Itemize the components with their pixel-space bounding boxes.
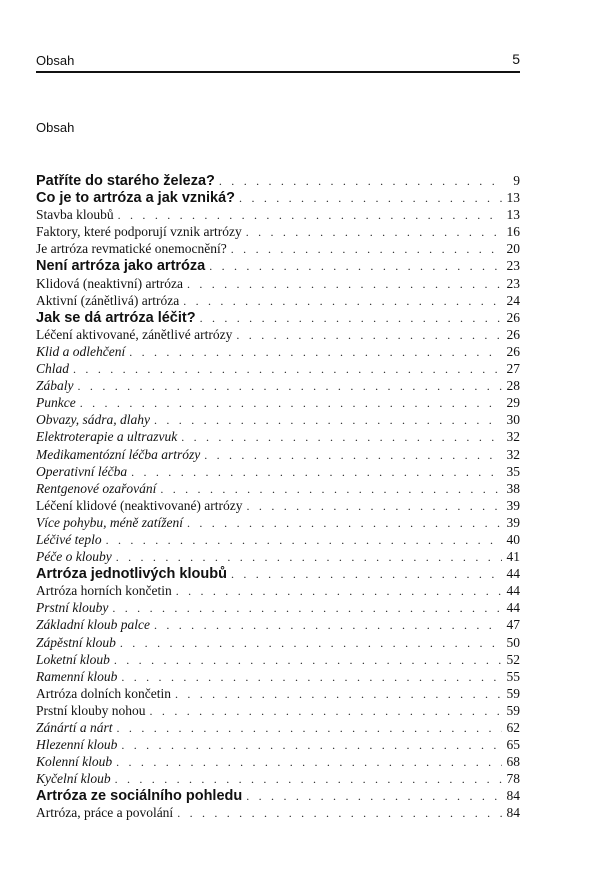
toc-entry-page: 35	[506, 463, 520, 479]
toc-entry-page: 38	[506, 480, 520, 496]
toc-entry	[36, 753, 520, 770]
dot-leader	[183, 293, 502, 309]
dot-leader	[121, 669, 502, 685]
toc-entry	[36, 787, 520, 804]
toc-entry	[36, 275, 520, 292]
toc-entry-title: Artróza dolních končetin	[36, 685, 171, 701]
toc-entry-page: 52	[506, 651, 520, 667]
toc-entry	[36, 240, 520, 257]
toc-entry-page: 13	[506, 190, 520, 206]
toc-entry-page: 40	[506, 531, 520, 547]
toc-entry	[36, 770, 520, 787]
contents-heading: Obsah	[36, 120, 75, 135]
toc-entry-title: Prstní klouby	[36, 600, 109, 616]
toc-entry-page: 26	[506, 326, 520, 342]
toc-entry	[36, 651, 520, 668]
toc-entry-page: 23	[506, 275, 520, 291]
dot-leader	[114, 652, 502, 668]
toc-entry-title: Zápěstní kloub	[36, 634, 116, 650]
toc-entry-page: 26	[506, 343, 520, 359]
toc-entry	[36, 172, 520, 189]
toc-entry-title: Rentgenové ozařování	[36, 480, 157, 496]
toc-entry-title: Prstní klouby nohou	[36, 702, 146, 718]
dot-leader	[115, 771, 502, 787]
dot-leader	[246, 788, 502, 804]
toc-entry-page: 41	[506, 549, 520, 565]
toc-entry-title: Péče o klouby	[36, 549, 112, 565]
dot-leader	[239, 190, 502, 206]
dot-leader	[150, 703, 502, 719]
toc-entry-page: 13	[506, 207, 520, 223]
toc-entry	[36, 411, 520, 428]
toc-entry	[36, 719, 520, 736]
dot-leader	[177, 805, 502, 821]
toc-entry-page: 30	[506, 412, 520, 428]
toc-entry	[36, 446, 520, 463]
toc-entry	[36, 377, 520, 394]
toc-entry-title: Loketní kloub	[36, 651, 110, 667]
toc-entry-title: Hlezenní kloub	[36, 737, 118, 753]
toc-entry-title: Klid a odlehčení	[36, 343, 126, 359]
header-section-name: Obsah	[36, 53, 75, 68]
toc-entry-page: 44	[506, 566, 520, 582]
toc-entry-title: Chlad	[36, 361, 70, 377]
dot-leader	[106, 532, 502, 548]
dot-leader	[118, 207, 502, 223]
toc-entry-title: Léčivé teplo	[36, 531, 102, 547]
toc-entry-title: Kyčelní kloub	[36, 771, 111, 787]
toc-entry-page: 26	[506, 309, 520, 325]
toc-entry-page: 16	[506, 224, 520, 240]
toc-entry-page: 44	[506, 583, 520, 599]
toc-entry	[36, 480, 520, 497]
toc-entry	[36, 616, 520, 633]
toc-entry	[36, 189, 520, 206]
toc-entry-page: 32	[506, 446, 520, 462]
toc-entry	[36, 497, 520, 514]
dot-leader	[219, 173, 502, 189]
dot-leader	[200, 310, 502, 326]
toc-entry-title: Operativní léčba	[36, 463, 128, 479]
toc-entry	[36, 668, 520, 685]
toc-entry-page: 32	[506, 429, 520, 445]
toc-entry-title: Co je to artróza a jak vzniká?	[36, 190, 236, 207]
table-of-contents	[36, 172, 520, 822]
toc-entry-page: 39	[506, 497, 520, 513]
toc-entry-page: 28	[506, 378, 520, 394]
dot-leader	[78, 378, 502, 394]
toc-entry-page: 84	[506, 805, 520, 821]
toc-entry-title: Zábaly	[36, 378, 74, 394]
toc-entry-page: 78	[506, 771, 520, 787]
toc-entry-title: Základní kloub palce	[36, 617, 150, 633]
dot-leader	[116, 754, 502, 770]
toc-entry-title: Obvazy, sádra, dlahy	[36, 412, 150, 428]
dot-leader	[209, 258, 502, 274]
dot-leader	[187, 515, 502, 531]
toc-entry-title: Faktory, které podporují vznik artrózy	[36, 224, 242, 240]
dot-leader	[160, 481, 502, 497]
toc-entry	[36, 257, 520, 274]
toc-entry-page: 39	[506, 514, 520, 530]
toc-entry	[36, 223, 520, 240]
toc-entry-page: 62	[506, 720, 520, 735]
dot-leader	[231, 566, 502, 582]
toc-entry	[36, 514, 520, 531]
toc-entry-title: Artróza jednotlivých kloubů	[36, 566, 227, 583]
dot-leader	[131, 464, 502, 480]
dot-leader	[236, 327, 502, 343]
toc-entry-title: Jak se dá artróza léčit?	[36, 309, 196, 326]
dot-leader	[187, 276, 502, 292]
toc-entry	[36, 428, 520, 445]
toc-entry-title: Ramenní kloub	[36, 668, 118, 684]
dot-leader	[154, 412, 502, 428]
toc-entry	[36, 326, 520, 343]
dot-leader	[120, 635, 502, 651]
toc-entry	[36, 360, 520, 377]
toc-entry-page: 68	[506, 754, 520, 770]
dot-leader	[129, 344, 502, 360]
dot-leader	[204, 447, 502, 463]
dot-leader	[73, 361, 502, 377]
dot-leader	[246, 224, 502, 240]
toc-entry	[36, 685, 520, 702]
toc-entry-page: 65	[506, 737, 520, 753]
toc-entry-page: 84	[506, 788, 520, 804]
toc-entry-page: 50	[506, 634, 520, 650]
toc-entry	[36, 548, 520, 565]
toc-entry	[36, 702, 520, 719]
toc-entry-title: Artróza, práce a povolání	[36, 805, 174, 821]
toc-entry	[36, 206, 520, 223]
toc-entry	[36, 292, 520, 309]
dot-leader	[154, 617, 502, 633]
toc-entry	[36, 804, 520, 821]
toc-entry	[36, 599, 520, 616]
toc-entry-title: Je artróza revmatické onemocnění?	[36, 241, 227, 257]
toc-entry-page: 27	[506, 361, 520, 377]
dot-leader	[176, 583, 502, 599]
toc-entry-title: Kolenní kloub	[36, 754, 113, 770]
toc-entry-title: Aktivní (zánětlivá) artróza	[36, 292, 180, 308]
toc-entry-page: 9	[513, 173, 520, 188]
toc-entry-title: Medikamentózní léčba artrózy	[36, 446, 201, 462]
toc-entry-page: 23	[506, 258, 520, 274]
toc-entry-title: Artróza ze sociálního pohledu	[36, 788, 243, 805]
toc-entry-page: 44	[506, 600, 520, 616]
dot-leader	[117, 720, 502, 736]
toc-entry	[36, 582, 520, 599]
toc-entry-title: Artróza horních končetin	[36, 583, 172, 599]
toc-entry	[36, 309, 520, 326]
toc-entry-title: Zánártí a nárt	[36, 720, 113, 735]
toc-entry-page: 47	[506, 617, 520, 633]
dot-leader	[231, 241, 502, 257]
toc-entry-page: 59	[506, 702, 520, 718]
toc-entry-title: Léčení klidové (neaktivované) artrózy	[36, 497, 243, 513]
toc-entry-title: Punkce	[36, 395, 76, 411]
toc-entry-page: 20	[506, 241, 520, 257]
toc-entry-title: Léčení aktivované, zánětlivé artrózy	[36, 326, 233, 342]
header-page-number: 5	[512, 51, 520, 67]
running-header	[36, 51, 520, 73]
dot-leader	[247, 498, 502, 514]
toc-entry-page: 24	[506, 292, 520, 308]
toc-entry-page: 29	[506, 395, 520, 411]
toc-entry-title: Není artróza jako artróza	[36, 258, 206, 275]
toc-entry-title: Klidová (neaktivní) artróza	[36, 275, 183, 291]
dot-leader	[175, 686, 502, 702]
toc-entry	[36, 634, 520, 651]
toc-entry-title: Elektroterapie a ultrazvuk	[36, 429, 178, 445]
toc-entry-title: Stavba kloubů	[36, 207, 114, 223]
dot-leader	[121, 737, 502, 753]
toc-entry	[36, 343, 520, 360]
toc-entry	[36, 531, 520, 548]
toc-entry	[36, 565, 520, 582]
toc-entry	[36, 394, 520, 411]
dot-leader	[112, 600, 502, 616]
dot-leader	[181, 429, 502, 445]
dot-leader	[80, 395, 502, 411]
toc-entry-page: 55	[506, 668, 520, 684]
dot-leader	[116, 549, 502, 565]
toc-entry-title: Více pohybu, méně zatížení	[36, 514, 183, 530]
toc-entry-title: Patříte do starého železa?	[36, 173, 215, 189]
toc-entry	[36, 463, 520, 480]
toc-entry	[36, 736, 520, 753]
toc-entry-page: 59	[506, 685, 520, 701]
